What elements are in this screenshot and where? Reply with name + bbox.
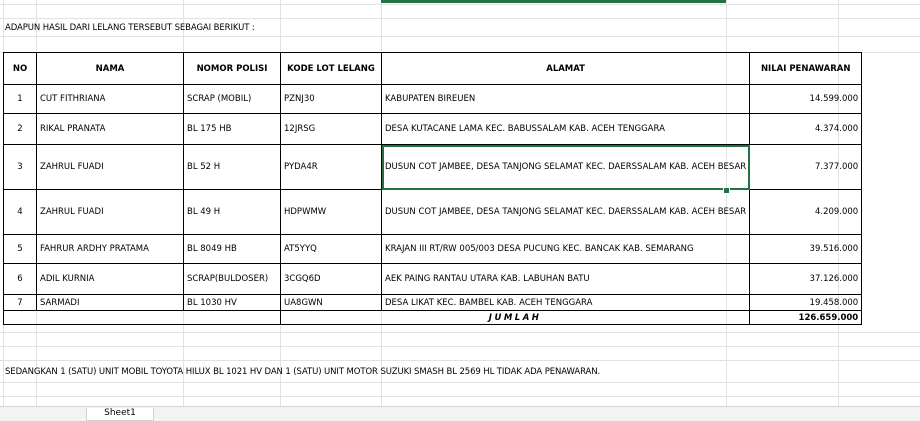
cell-no[interactable]: 5 [4,235,37,264]
cell-no[interactable]: 3 [4,145,37,190]
cell-alamat[interactable]: DUSUN COT JAMBEE, DESA TANJONG SELAMAT KEC. DAERSSALAM KAB. ACEH BESAR [382,190,750,235]
cell-nomor-polisi[interactable]: BL 1030 HV [184,295,281,311]
cell-nama[interactable]: FAHRUR ARDHY PRATAMA [37,235,184,264]
cell-nama[interactable]: SARMADI [37,295,184,311]
total-row [4,311,862,325]
table-row [4,235,862,264]
header-nilai-penawaran[interactable]: NILAI PENAWARAN [750,53,862,85]
table-row [4,295,862,311]
cell-alamat[interactable]: KRAJAN III RT/RW 005/003 DESA PUCUNG KEC. BANCAK KAB. SEMARANG [382,235,750,264]
table-row [4,85,862,114]
cell-kode-lot[interactable]: 12JRSG [281,114,382,145]
cell-alamat[interactable]: KABUPATEN BIREUEN [382,85,750,114]
header-no[interactable]: NO [4,53,37,85]
cell-alamat[interactable]: AEK PAING RANTAU UTARA KAB. LABUHAN BATU [382,264,750,295]
cell-nilai[interactable]: 7.377.000 [750,145,862,190]
cell-nomor-polisi[interactable]: BL 8049 HB [184,235,281,264]
cell-kode-lot[interactable]: HDPWMW [281,190,382,235]
total-blank-cell[interactable] [4,311,281,325]
cell-alamat-selected[interactable]: DUSUN COT JAMBEE, DESA TANJONG SELAMAT KEC. DAERSSALAM KAB. ACEH BESAR [382,145,750,190]
header-row [4,53,862,85]
header-kode-lot[interactable]: KODE LOT LELANG [281,53,382,85]
cell-nomor-polisi[interactable]: BL 52 H [184,145,281,190]
cell-nilai[interactable]: 19.458.000 [750,295,862,311]
cell-kode-lot[interactable]: 3CGQ6D [281,264,382,295]
cell-nilai[interactable]: 4.374.000 [750,114,862,145]
fill-handle[interactable] [723,187,730,194]
total-value[interactable]: 126.659.000 [750,311,862,325]
cell-kode-lot[interactable]: AT5YYQ [281,235,382,264]
cell-kode-lot[interactable]: PZNJ30 [281,85,382,114]
cell-no[interactable]: 7 [4,295,37,311]
cell-kode-lot[interactable]: UA8GWN [281,295,382,311]
note-text[interactable]: SEDANGKAN 1 (SATU) UNIT MOBIL TOYOTA HILUX BL 1021 HV DAN 1 (SATU) UNIT MOTOR SUZUKI SMASH BL 2569 HL TIDAK ADA PENAWARAN. [5,367,601,377]
cell-no[interactable]: 6 [4,264,37,295]
column-selection-indicator [381,0,726,3]
header-nomor-polisi[interactable]: NOMOR POLISI [184,53,281,85]
total-label[interactable]: JUMLAH [281,311,750,325]
cell-nilai[interactable]: 14.599.000 [750,85,862,114]
cell-nama[interactable]: RIKAL PRANATA [37,114,184,145]
cell-no[interactable]: 2 [4,114,37,145]
cell-no[interactable]: 4 [4,190,37,235]
table-row [4,264,862,295]
cell-nomor-polisi[interactable]: BL 175 HB [184,114,281,145]
table-row [4,114,862,145]
cell-no[interactable]: 1 [4,85,37,114]
table-row [4,190,862,235]
cell-nama[interactable]: ZAHRUL FUADI [37,190,184,235]
header-nama[interactable]: NAMA [37,53,184,85]
sheet-tab[interactable]: Sheet1 [86,408,154,421]
cell-nomor-polisi[interactable]: SCRAP(BULDOSER) [184,264,281,295]
intro-text[interactable]: ADAPUN HASIL DARI LELANG TERSEBUT SEBAGAI BERIKUT : [5,23,255,33]
cell-nama[interactable]: ZAHRUL FUADI [37,145,184,190]
cell-nomor-polisi[interactable]: BL 49 H [184,190,281,235]
auction-results-table [3,52,862,325]
cell-nilai[interactable]: 39.516.000 [750,235,862,264]
cell-kode-lot[interactable]: PYDA4R [281,145,382,190]
table-row [4,145,862,190]
cell-nama[interactable]: ADIL KURNIA [37,264,184,295]
cell-alamat[interactable]: DESA KUTACANE LAMA KEC. BABUSSALAM KAB. ACEH TENGGARA [382,114,750,145]
cell-alamat[interactable]: DESA LIKAT KEC. BAMBEL KAB. ACEH TENGGARA [382,295,750,311]
cell-nilai[interactable]: 4.209.000 [750,190,862,235]
header-alamat[interactable]: ALAMAT [382,53,750,85]
cell-nama[interactable]: CUT FITHRIANA [37,85,184,114]
cell-nilai[interactable]: 37.126.000 [750,264,862,295]
cell-nomor-polisi[interactable]: SCRAP (MOBIL) [184,85,281,114]
